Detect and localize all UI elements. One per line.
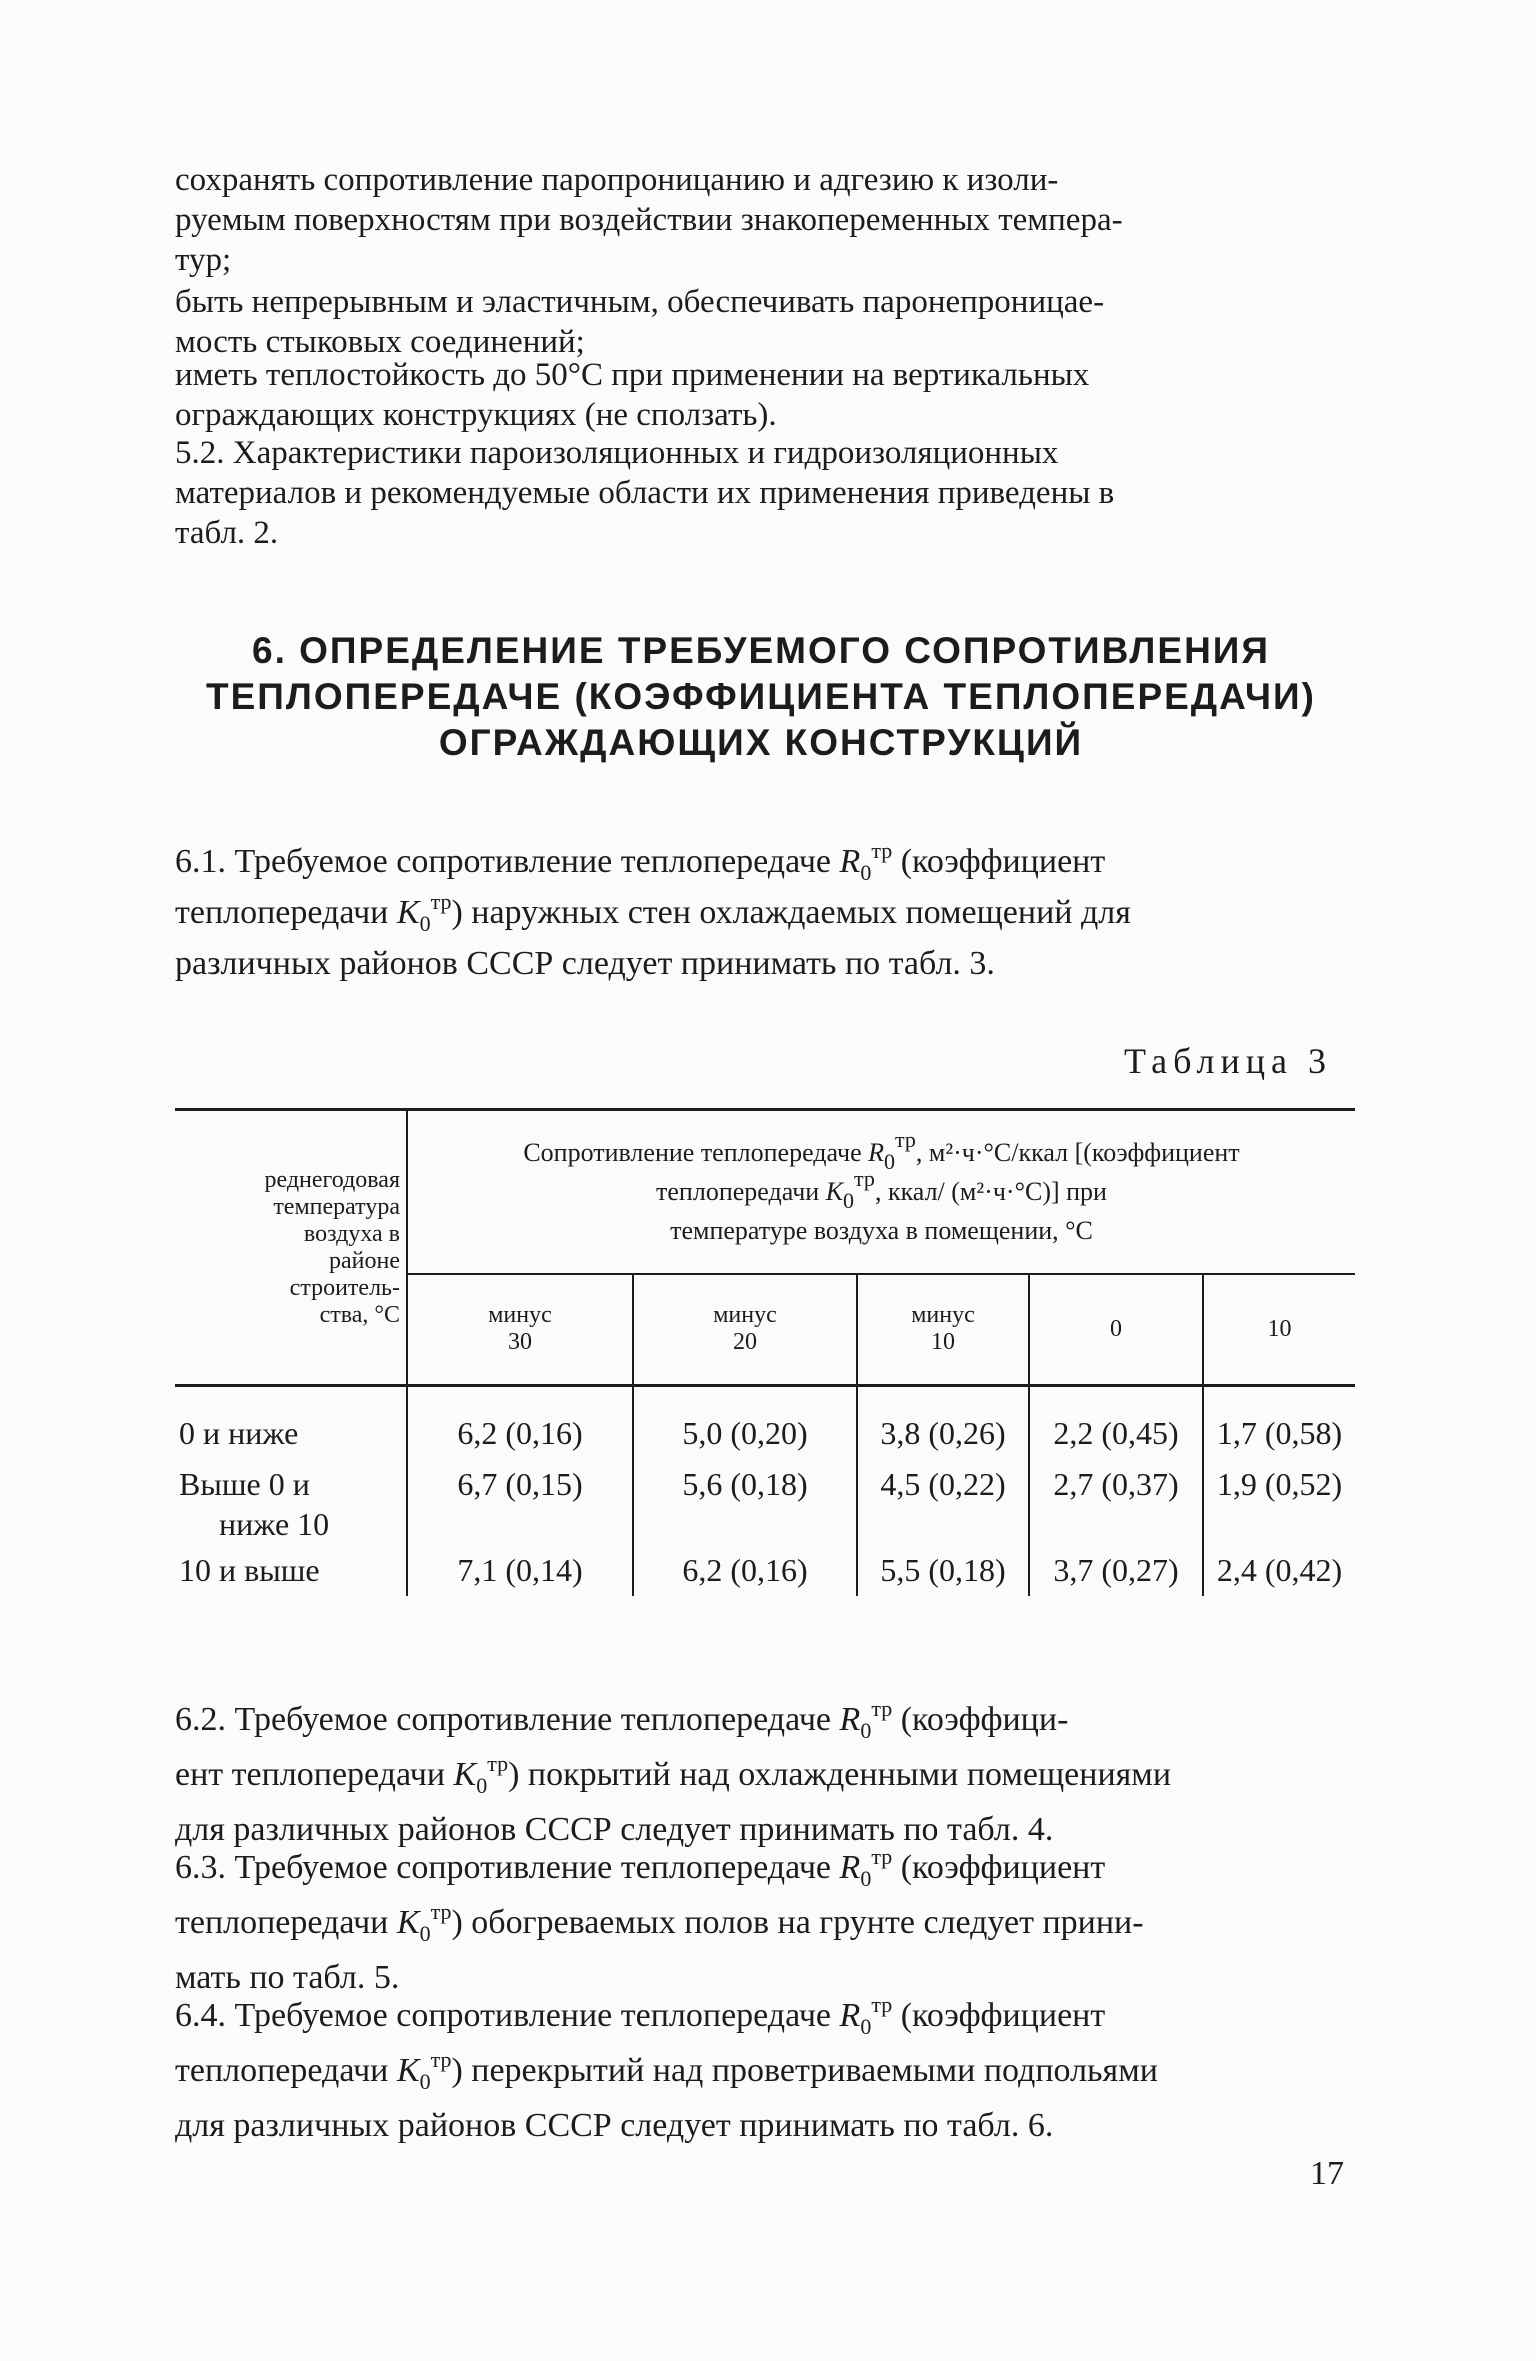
symbol-R: R: [839, 1701, 861, 1738]
section-heading: [175, 628, 1347, 766]
text-segment: теплопередачи: [656, 1176, 826, 1206]
text-line: [175, 1842, 1347, 1897]
text-line: [175, 2045, 1347, 2100]
text-line: иметь теплостойкость до 50°С при применении на вертикальных: [175, 357, 1090, 393]
paragraph-heat-resistance: [175, 355, 1347, 435]
symbol-K: K: [453, 1756, 477, 1793]
symbol-R: R: [839, 843, 861, 880]
table-cell: 3,8 (0,26): [857, 1386, 1029, 1458]
table-cell: 5,5 (0,18): [857, 1544, 1029, 1596]
superscript: тр: [430, 2047, 452, 2072]
symbol-R: R: [839, 1849, 861, 1886]
text-line: [175, 1749, 1347, 1804]
text-segment: ) покрытий над охлажденными помещениями: [508, 1756, 1172, 1793]
superscript: тр: [871, 1992, 893, 2017]
column-header-minus-30: [407, 1274, 633, 1386]
label-line: ниже 10: [219, 1505, 330, 1542]
row-label: 10 и выше: [179, 1551, 320, 1588]
header-line: 0: [1110, 1315, 1122, 1342]
text-line: различных районов СССР следует принимать по табл. 3.: [175, 945, 995, 982]
text-segment: Сопротивление теплопередаче: [523, 1137, 869, 1167]
subscript: 0: [884, 1148, 895, 1174]
text-segment: теплопередачи: [175, 1904, 397, 1941]
column-header-minus-20: [633, 1274, 857, 1386]
text-line: материалов и рекомендуемые области их применения приведены в: [175, 475, 1115, 511]
superscript: тр: [487, 1751, 509, 1776]
symbol-R: R: [839, 1997, 861, 2034]
header-line: реднегодовая: [264, 1166, 400, 1193]
text-segment: ) перекрытий над проветриваемыми подпольями: [451, 2052, 1158, 2089]
table-row: [175, 1386, 1355, 1458]
paragraph-6-2: [175, 1694, 1347, 1856]
text-segment: 6.4. Требуемое сопротивление теплопередаче: [175, 1997, 840, 2034]
paragraph-5-2: [175, 433, 1347, 553]
header-line: 10: [1267, 1315, 1292, 1342]
subscript: 0: [419, 1921, 431, 1946]
header-line: температура: [273, 1193, 400, 1220]
text-segment: (коэффициент: [892, 1849, 1106, 1886]
subscript: 0: [860, 860, 872, 885]
text-line: [175, 889, 1347, 940]
table-cell: 2,2 (0,45): [1029, 1386, 1203, 1458]
column-header-0: [1029, 1274, 1203, 1386]
column-header-10: [1203, 1274, 1355, 1386]
header-line: 10: [931, 1329, 955, 1356]
paragraph-continuity: [175, 282, 1347, 362]
text-line: 5.2. Характеристики пароизоляционных и гидроизоляционных: [175, 435, 1059, 471]
table-cell: 6,7 (0,15): [407, 1458, 633, 1544]
text-segment: (коэффициент: [892, 843, 1106, 880]
group-header-cell: [407, 1110, 1355, 1274]
group-header-line: [408, 1165, 1355, 1213]
header-line: минус: [911, 1302, 975, 1329]
subscript: 0: [860, 2014, 872, 2039]
table-cell: 5,6 (0,18): [633, 1458, 857, 1544]
text-line: мость стыковых соединений;: [175, 324, 585, 360]
symbol-K: K: [396, 1904, 420, 1941]
text-segment: , м²·ч·°С/ккал [(коэффициент: [915, 1137, 1240, 1167]
heading-line: ТЕПЛОПЕРЕДАЧЕ (КОЭФФИЦИЕНТА ТЕПЛОПЕРЕДАЧИ): [206, 676, 1316, 717]
text-line: табл. 2.: [175, 515, 279, 551]
heading-line: ОГРАЖДАЮЩИХ КОНСТРУКЦИЙ: [438, 722, 1084, 763]
row-header-cell: [175, 1110, 407, 1386]
header-line: минус: [713, 1302, 777, 1329]
symbol-K: K: [396, 894, 420, 931]
header-line: строитель-: [289, 1274, 400, 1301]
heading-line: 6. ОПРЕДЕЛЕНИЕ ТРЕБУЕМОГО СОПРОТИВЛЕНИЯ: [252, 630, 1270, 671]
table-cell: 3,7 (0,27): [1029, 1544, 1203, 1596]
text-line: для различных районов СССР следует принимать по табл. 6.: [175, 2107, 1054, 2144]
header-line: минус: [488, 1302, 552, 1329]
text-segment: , ккал/ (м²·ч·°С)] при: [874, 1176, 1107, 1206]
table-cell: 7,1 (0,14): [407, 1544, 633, 1596]
row-label: [175, 1458, 407, 1544]
superscript: тр: [854, 1165, 875, 1191]
paragraph-6-1: [175, 838, 1347, 988]
table-3: [175, 1108, 1355, 1596]
superscript: тр: [871, 838, 893, 863]
text-line: руемым поверхностям при воздействии знакопеременных темпера-: [175, 202, 1123, 238]
row-label: 0 и ниже: [179, 1415, 299, 1452]
table-row: [175, 1544, 1355, 1596]
column-header-minus-10: [857, 1274, 1029, 1386]
subscript: 0: [860, 1866, 872, 1891]
paragraph-6-3: [175, 1842, 1347, 2004]
text-line: для различных районов СССР следует принимать по табл. 4.: [175, 1811, 1054, 1848]
superscript: тр: [895, 1126, 916, 1152]
text-line: [175, 1897, 1347, 1952]
superscript: тр: [871, 1696, 893, 1721]
table-cell: 1,7 (0,58): [1203, 1386, 1355, 1458]
table-cell: 1,9 (0,52): [1203, 1458, 1355, 1544]
page-number: 17: [1310, 2155, 1344, 2192]
header-line: воздуха в: [303, 1220, 400, 1247]
table-row: [175, 1458, 1355, 1544]
group-header-line: температуре воздуха в помещении, °С: [670, 1215, 1093, 1245]
table-cell: 5,0 (0,20): [633, 1386, 857, 1458]
text-line: [175, 1990, 1347, 2045]
text-line: мать по табл. 5.: [175, 1959, 400, 1996]
header-line: 20: [733, 1329, 757, 1356]
text-line: [175, 1694, 1347, 1749]
header-line: районе: [329, 1247, 400, 1274]
text-segment: (коэффициент: [892, 1997, 1106, 2034]
header-line: ства, °С: [319, 1301, 400, 1328]
table-cell: 6,2 (0,16): [407, 1386, 633, 1458]
text-segment: 6.3. Требуемое сопротивление теплопередаче: [175, 1849, 840, 1886]
text-line: быть непрерывным и эластичным, обеспечивать паронепроницае-: [175, 284, 1105, 320]
subscript: 0: [419, 2069, 431, 2094]
text-segment: (коэффици-: [892, 1701, 1069, 1738]
subscript: 0: [843, 1187, 855, 1213]
symbol-K: K: [396, 2052, 420, 2089]
superscript: тр: [871, 1844, 893, 1869]
paragraph-6-4: [175, 1990, 1347, 2152]
text-line: ограждающих конструкциях (не сползать).: [175, 397, 777, 433]
superscript: тр: [430, 889, 452, 914]
table-cell: 6,2 (0,16): [633, 1544, 857, 1596]
symbol-K: K: [825, 1176, 844, 1206]
text-segment: ент теплопередачи: [175, 1756, 454, 1793]
table-cell: 2,4 (0,42): [1203, 1544, 1355, 1596]
symbol-R: R: [868, 1137, 884, 1167]
superscript: тр: [430, 1899, 452, 1924]
text-line: тур;: [175, 242, 232, 278]
table-caption: Таблица 3: [1124, 1041, 1332, 1081]
text-segment: ) обогреваемых полов на грунте следует прини-: [451, 1904, 1144, 1941]
subscript: 0: [860, 1718, 872, 1743]
text-segment: ) наружных стен охлаждаемых помещений для: [451, 894, 1131, 931]
table-cell: 2,7 (0,37): [1029, 1458, 1203, 1544]
subscript: 0: [476, 1773, 488, 1798]
table-cell: 4,5 (0,22): [857, 1458, 1029, 1544]
text-segment: теплопередачи: [175, 894, 397, 931]
subscript: 0: [419, 911, 431, 936]
text-line: [175, 838, 1347, 889]
text-segment: 6.2. Требуемое сопротивление теплопередаче: [175, 1701, 840, 1738]
text-segment: 6.1. Требуемое сопротивление теплопередаче: [175, 843, 840, 880]
group-header-line: [408, 1126, 1355, 1174]
label-line: Выше 0 и: [179, 1465, 310, 1502]
text-line: сохранять сопротивление паропроницанию и адгезию к изоли-: [175, 162, 1059, 198]
text-segment: теплопередачи: [175, 2052, 397, 2089]
header-line: 30: [508, 1329, 532, 1356]
paragraph-vapor-resistance: [175, 160, 1347, 280]
